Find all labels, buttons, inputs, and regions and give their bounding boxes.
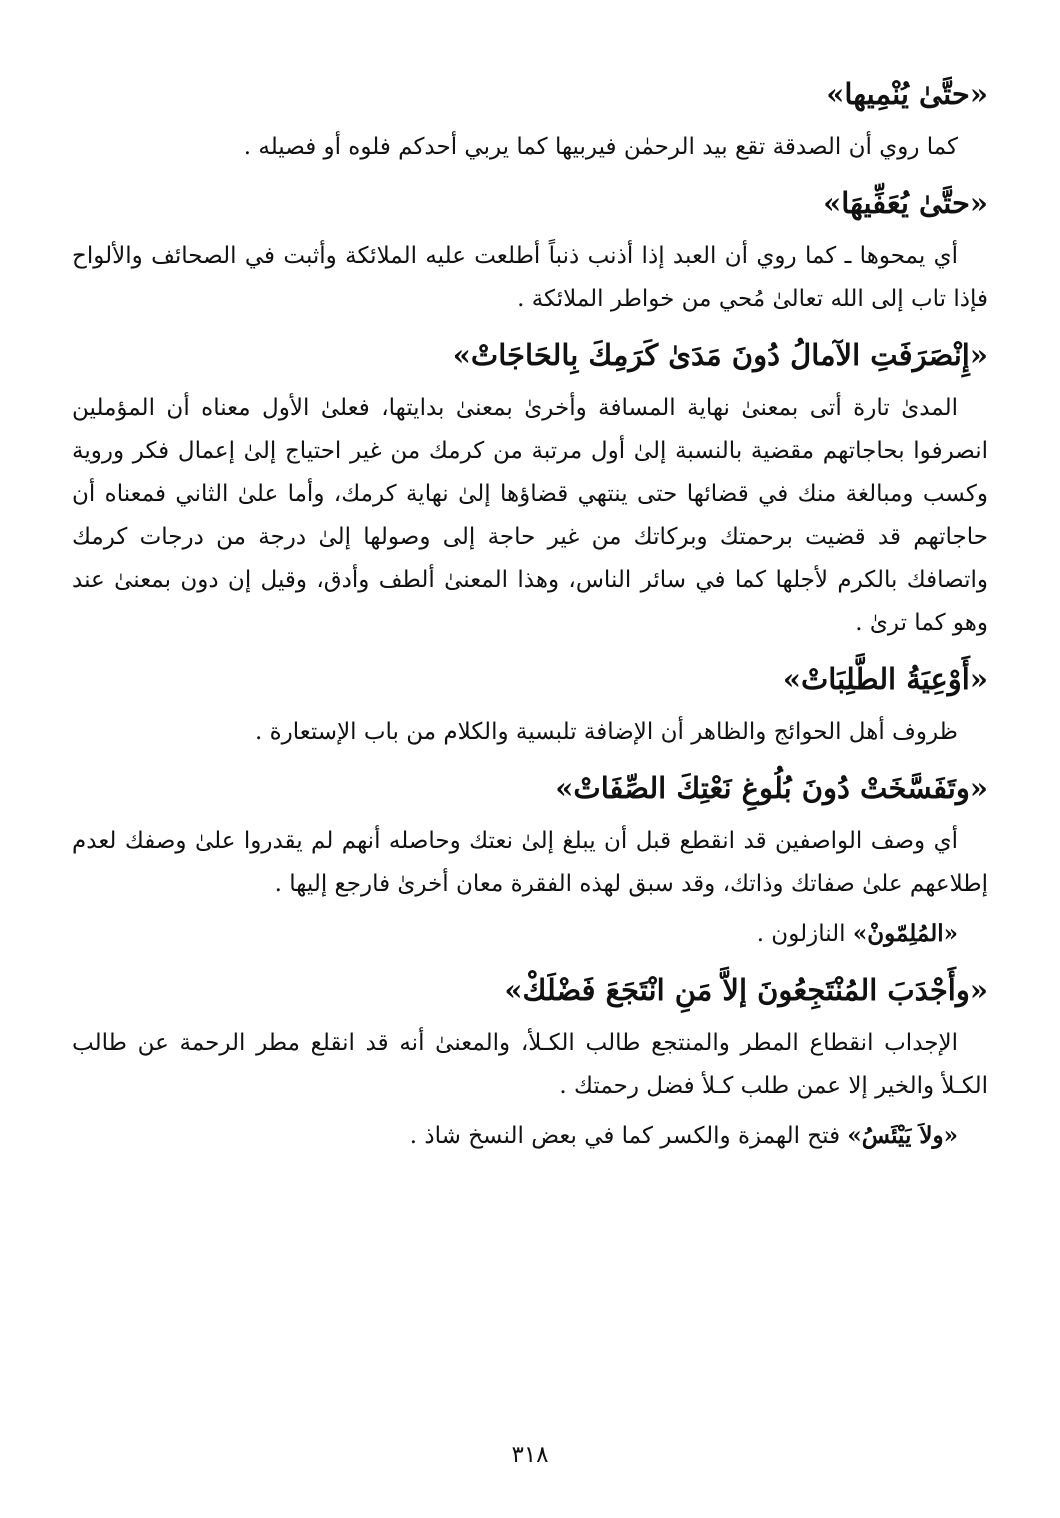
definition-al-mulimmun: النازلون . — [756, 921, 853, 947]
paragraph-sadaqa: كما روي أن الصدقة تقع بيد الرحمٰن فيربيها كما يربي أحدكم فلوه أو فصيله . — [243, 134, 958, 160]
heading-wa-ajdaba: «وأَجْدَبَ المُنْتَجِعُونَ إلاَّ مَنِ انْتَجَعَ فَضْلَكْ» — [504, 973, 988, 1007]
term-wa-la-yayasu: «ولاَ يَيْئَسُ» — [847, 1122, 958, 1149]
definition-wa-la-yayasu: فتح الهمزة والكسر كما في بعض النسخ شاذ . — [409, 1123, 848, 1149]
heading-insarafat-al-amal: «إِنْصَرَفَتِ الآمالُ دُونَ مَدَىٰ كَرَمِكَ بِالحَاجَاتْ» — [452, 338, 988, 372]
heading-hatta-yunmiha: «حتَّىٰ يُنْمِيها» — [826, 77, 988, 111]
paragraph-al-ijdab: الإجداب انقطاع المطر والمنتجع طالب الكـلأ، والمعنىٰ أنه قد انقلع مطر الرحمة عن طالب الكـلأ والخير إلا عمن طلب كـلأ فضل رحمتك . — [72, 1030, 988, 1099]
paragraph-al-mulimmun — [72, 912, 988, 956]
paragraph-al-mada: المدىٰ تارة أتى بمعنىٰ نهاية المسافة وأخرىٰ بمعنىٰ بدايتها، فعلىٰ الأول معناه أن المؤملين انصرفوا بحاجاتهم مقضية بالنسبة إلىٰ أول مرتبة من كرمك من غير احتياج إلىٰ إعمال فكر وروية وكسب ومبالغة منك في قضائها حتى ينتهي قضاؤها إلىٰ نهاية كرمك، وأما علىٰ الثاني فمعناه أن حاجاتهم قد قضيت برحمتك وبركاتك من غير حاجة إلى وصولها إلىٰ درجة من درجات كرمك واتصافك بالكرم لأجلها كما في سائر الناس، وهذا المعنىٰ ألطف وأدق، وقيل إن دون بمعنىٰ عند وهو كما ترىٰ . — [72, 395, 988, 636]
paragraph-yamhuha: أي يمحوها ـ كما روي أن العبد إذا أذنب ذنباً أطلعت عليه الملائكة وأثبت في الصحائف والألواح فإذا تاب إلى الله تعالىٰ مُحي من خواطر الملائكة . — [72, 243, 988, 312]
paragraph-wa-la-yayasu — [72, 1114, 988, 1158]
paragraph-zuruf: ظروف أهل الحوائج والظاهر أن الإضافة تلبسية والكلام من باب الإستعارة . — [254, 719, 958, 745]
heading-wa-tafassakhat: «وتَفَسَّخَتْ دُونَ بُلُوغِ نَعْتِكَ الصِّفَاتْ» — [555, 771, 988, 805]
heading-hatta-yuaffiha: «حتَّىٰ يُعَفِّيهَا» — [823, 186, 988, 220]
paragraph-wasf-al-wasifin: أي وصف الواصفين قد انقطع قبل أن يبلغ إلىٰ نعتك وحاصله أنهم لم يقدروا علىٰ وصفك لعدم إطلاعهم علىٰ صفاتك وذاتك، وقد سبق لهذه الفقرة معان أخرىٰ فارجع إليها . — [72, 828, 988, 897]
heading-awiyat-al-talibat: «أَوْعِيَةُ الطَّلِبَاتْ» — [782, 662, 988, 696]
page-number: ٣١٨ — [511, 1442, 549, 1468]
term-al-mulimmun: «المُلِمّونْ» — [852, 920, 958, 947]
